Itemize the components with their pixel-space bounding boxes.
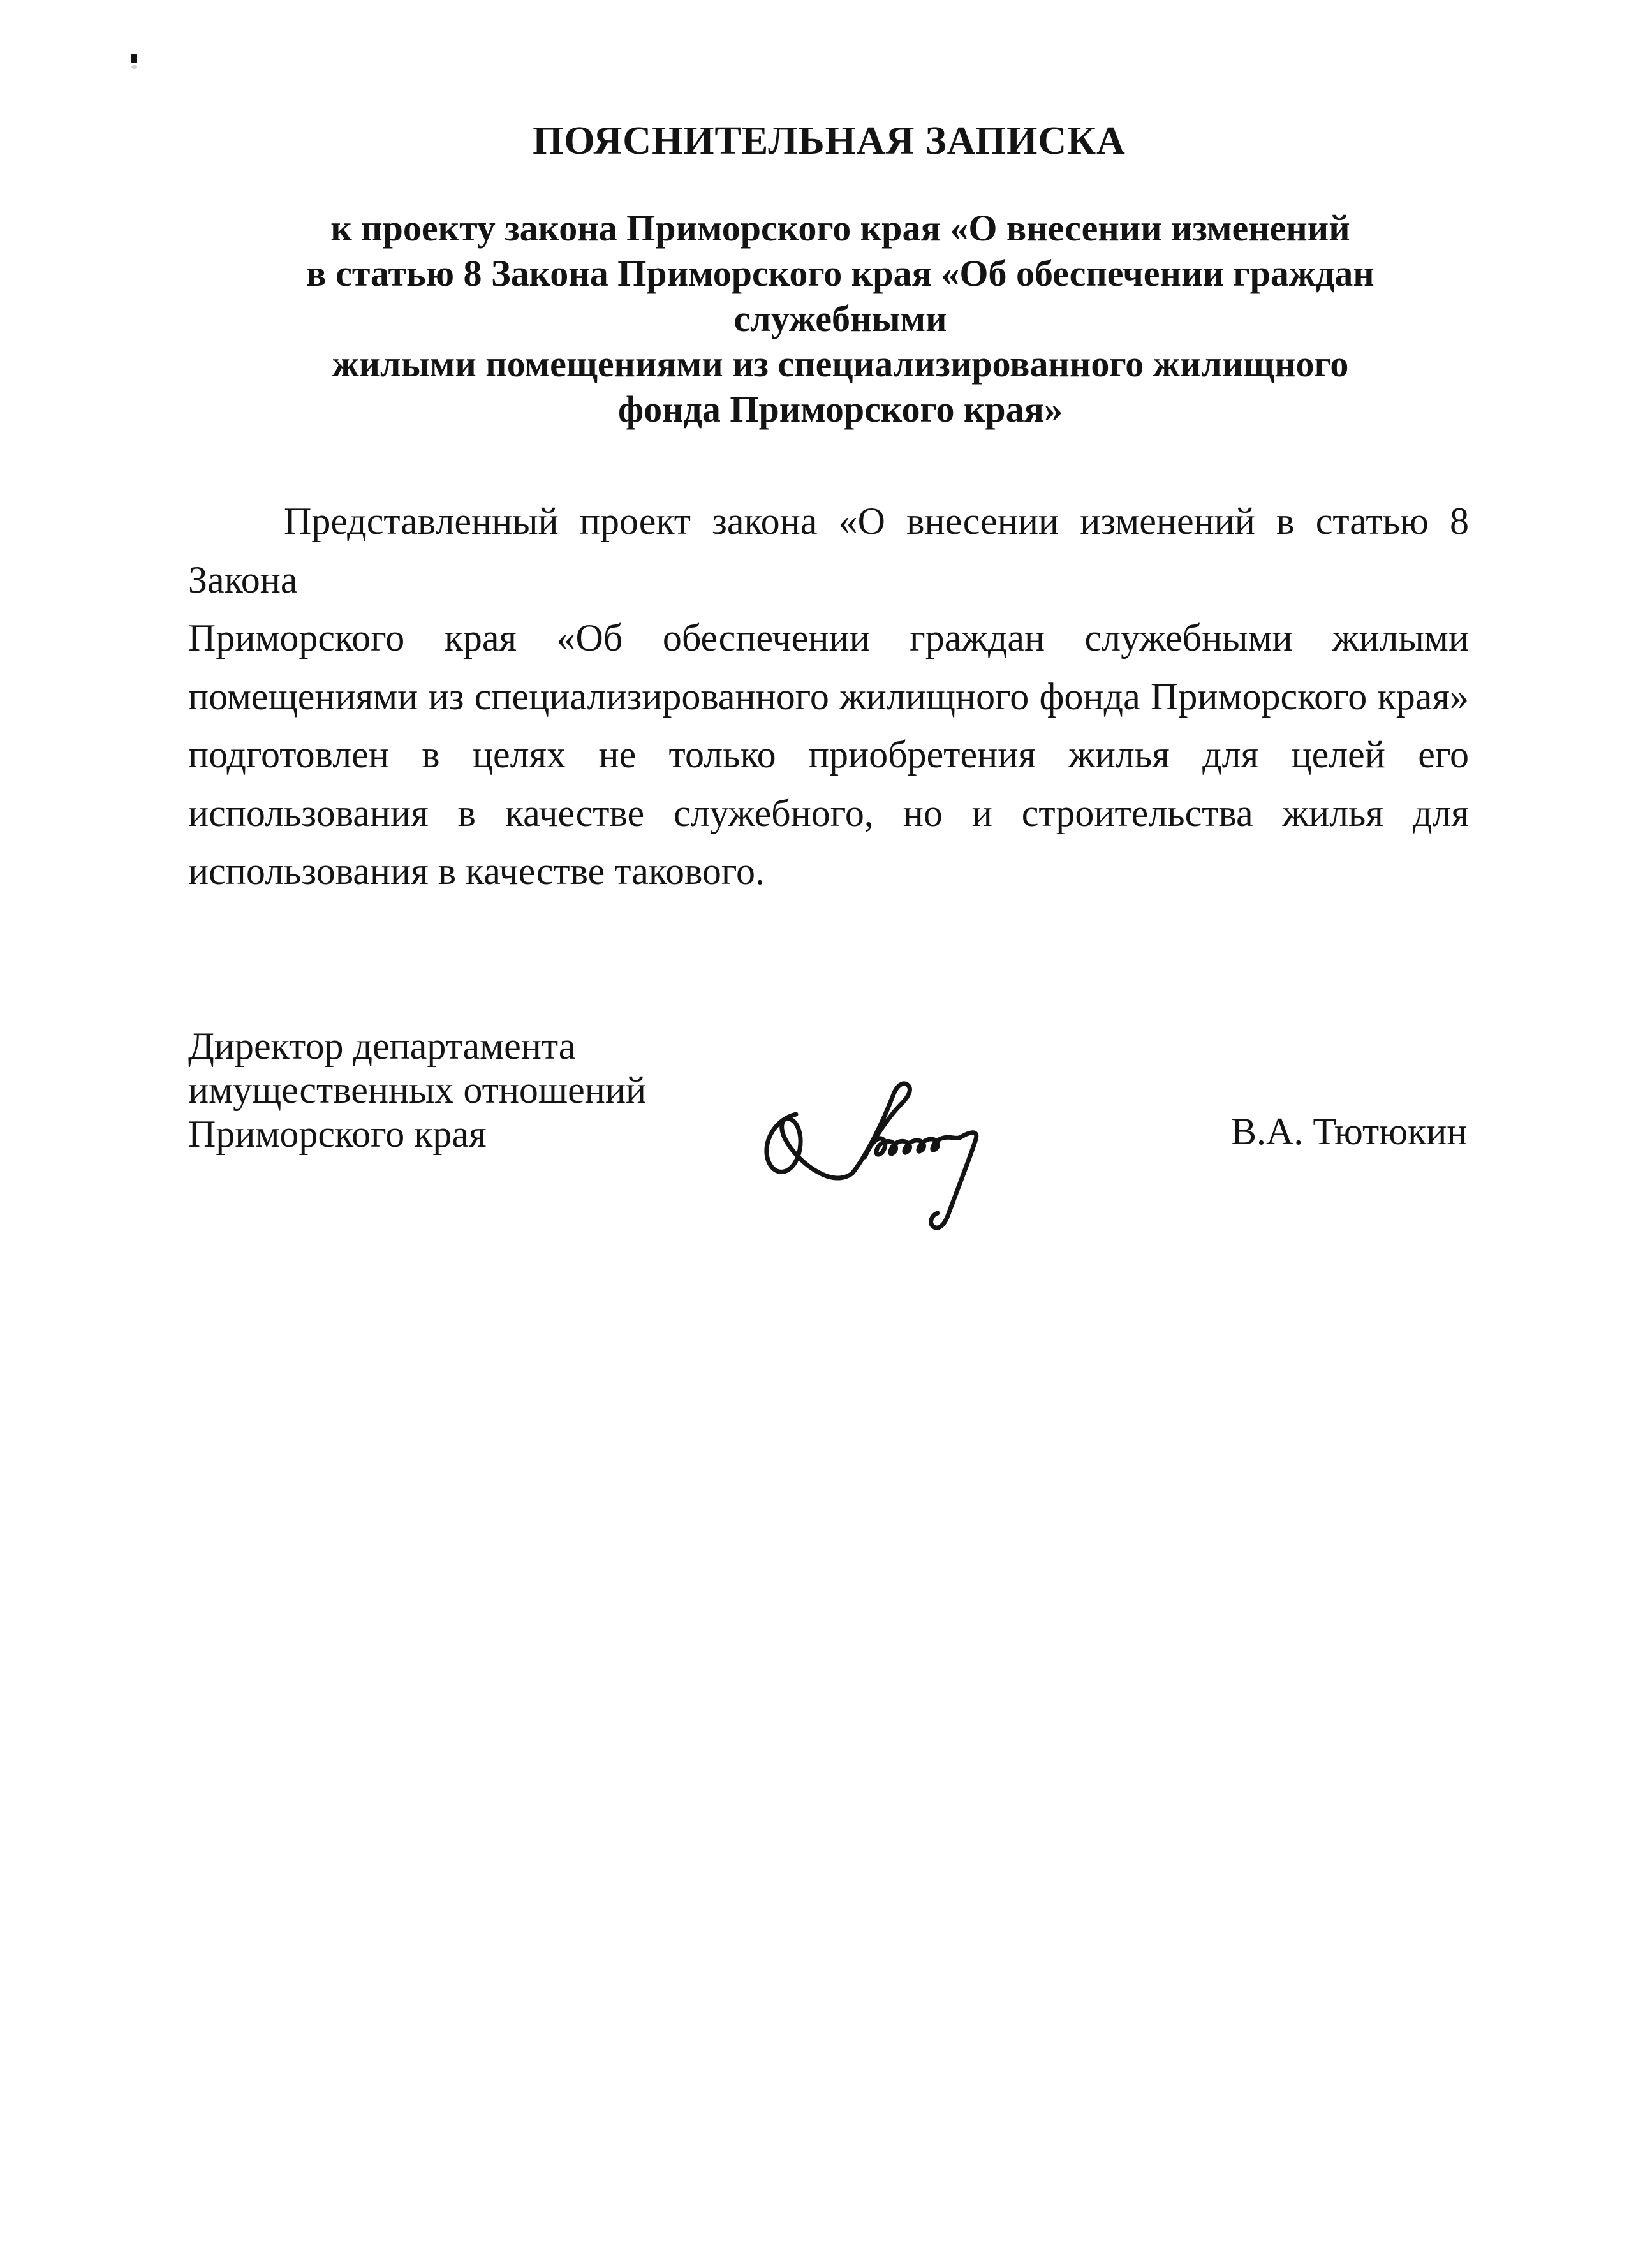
scan-artifact-light [131, 65, 137, 69]
body-paragraph [188, 492, 1469, 901]
body-line: использования в качестве такового. [188, 850, 765, 892]
document-title: ПОЯСНИТЕЛЬНАЯ ЗАПИСКА [533, 119, 1126, 163]
subtitle-line: фонда Приморского края» [617, 388, 1063, 430]
subtitle-line: жилыми помещениями из специализированного жилищного [332, 343, 1349, 385]
scan-artifact-dark [131, 54, 137, 63]
signatory-position [188, 1024, 646, 1156]
body-line: помещениями из специализированного жилищного фонда Приморского края» [188, 675, 1469, 718]
signature-icon [751, 1054, 994, 1239]
body-line: Приморского края «Об обеспечении граждан служебными жилыми [188, 617, 1469, 659]
document-subtitle [210, 205, 1470, 432]
body-line: Представленный проект закона «О внесении изменений в статью 8 Закона [188, 500, 1469, 601]
subtitle-line: в статью 8 Закона Приморского края «Об обеспечении граждан служебными [306, 253, 1374, 339]
body-line: подготовлен в целях не только приобретения жилья для целей его [188, 733, 1469, 776]
signatory-position-line: Приморского края [188, 1113, 487, 1155]
body-line: использования в качестве служебного, но и строительства жилья для [188, 792, 1469, 834]
subtitle-line: к проекту закона Приморского края «О внесении изменений [330, 207, 1350, 249]
signatory-position-line: имущественных отношений [188, 1069, 647, 1111]
signatory-position-line: Директор департамента [188, 1025, 576, 1067]
signatory-name: В.А. Тютюкин [1231, 1110, 1468, 1152]
